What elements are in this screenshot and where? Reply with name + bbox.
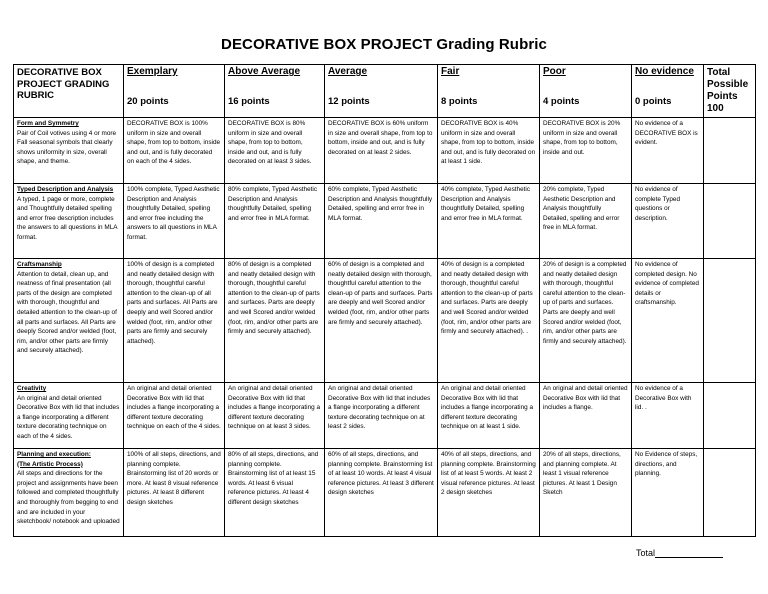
level-no-evidence [632, 65, 704, 118]
level-fair [438, 65, 540, 118]
score-cell: 40% of design is a completed and neatly detailed design with thorough, thoughtful careful attention to the clean-up of parts and surfaces. Parts are deeply and well Scored and/or welded (foot, rim, and/or other parts are firmly and securely attached). . [438, 259, 540, 383]
score-cell: An original and detail oriented Decorative Box with lid that includes a flange incorporating a different texture decorating technique on at least 3 sides. [225, 383, 325, 449]
table-row [14, 383, 756, 449]
level-points: 8 points [441, 96, 478, 107]
score-cell: No evidence of completed design. No evidence of completed details or craftsmanship. [632, 259, 704, 383]
level-above-average [225, 65, 325, 118]
score-cell: 100% complete, Typed Aesthetic Description and Analysis thoughtfully Detailed, spelling and error free including the answers to all questions in MLA format. [124, 184, 225, 259]
criterion-cell [14, 184, 124, 259]
criterion-cell [14, 259, 124, 383]
criterion-name: Creativity [17, 385, 47, 392]
score-cell: DECORATIVE BOX is 40% uniform in size and overall shape, from top to bottom, inside and out, and is fully decorated on at least 1 side. [438, 118, 540, 184]
criterion-cell [14, 118, 124, 184]
criterion-desc: Attention to detail, clean up, and neatness of final presentation (all parts of the design are completed with thorough, thoughtful and detailed attention to the clean-up of all parts and surfaces. All Parts are deeply Scored and/or welded (foot, rim, and/or other parts are firmly and securely attached). [17, 270, 117, 355]
score-cell: DECORATIVE BOX is 100% uniform in size and overall shape, from top to bottom, inside and out, and is fully decorated on each of the 4 sides. [124, 118, 225, 184]
score-cell: 60% of all steps, directions, and planning complete. Brainstorming list of at least 10 words. At least 4 visual reference pictures. At least 3 different design sketches [325, 449, 438, 537]
score-cell: 40% of all steps, directions, and planning complete. Brainstorming list of at least 5 words. At least 2 visual reference pictures. At least 2 design sketches [438, 449, 540, 537]
score-cell: 20% of all steps, directions, and planning complete. At least 1 visual reference pictures. At least 1 Design Sketch [540, 449, 632, 537]
score-cell: 100% of design is a completed and neatly detailed design with thorough, thoughtful careful attention to the clean-up of all parts and surfaces. All Parts are deeply and well Scored and/or welded (foot, rim, and/or other parts are firmly and securely attached). [124, 259, 225, 383]
score-cell: DECORATIVE BOX is 60% uniform in size and overall shape, from top to bottom, inside and out, and is fully decorated on at least 2 sides. [325, 118, 438, 184]
score-cell: An original and detail oriented Decorative Box with lid that includes a flange incorporating a different texture decorating technique on at least 1 side. [438, 383, 540, 449]
points-cell[interactable] [704, 383, 756, 449]
score-cell: 60% of design is a completed and neatly detailed design with thorough, thoughtful careful attention to the clean-up of parts and surfaces. Parts are deeply and well Scored and/or welded (foot, rim, and/or other parts are firmly and securely attached). [325, 259, 438, 383]
table-row [14, 184, 756, 259]
level-points: 0 points [635, 96, 672, 107]
total-blank[interactable] [655, 548, 723, 558]
rubric-table [13, 64, 756, 537]
level-poor [540, 65, 632, 118]
header-row [14, 65, 756, 118]
total-possible-cell [704, 65, 756, 118]
points-cell[interactable] [704, 449, 756, 537]
score-cell: An original and detail oriented Decorative Box with lid that includes a flange. [540, 383, 632, 449]
score-cell: No evidence of a Decorative Box with lid. . [632, 383, 704, 449]
rubric-name: DECORATIVE BOX PROJECT GRADING RUBRIC [17, 67, 110, 102]
criterion-name: Planning and execution: [17, 451, 91, 458]
criterion-subname: (The Artistic Process) [17, 460, 83, 468]
header-name-cell [14, 65, 124, 118]
criterion-desc: Pair of Coil votives using 4 or more Fall seasonal symbols that clearly shows uniformity in size, overall shape, and theme. [17, 129, 117, 166]
score-cell: No Evidence of steps, directions, and planning. [632, 449, 704, 537]
table-row [14, 259, 756, 383]
level-label: Average [328, 66, 368, 77]
level-label: Above Average [228, 66, 301, 77]
level-points: 12 points [328, 96, 370, 107]
table-row [14, 449, 756, 537]
points-cell[interactable] [704, 184, 756, 259]
score-cell: An original and detail oriented Decorative Box with lid that includes a flange incorporating a different texture decorating technique on each of the 4 sides. [124, 383, 225, 449]
criterion-cell [14, 449, 124, 537]
total-field [636, 548, 723, 558]
total-label: Total [636, 548, 656, 558]
score-cell: An original and detail oriented Decorative Box with lid that includes a flange incorporating a different texture decorating technique on at least 2 sides. [325, 383, 438, 449]
level-label: Exemplary [127, 66, 178, 77]
score-cell: 80% of design is a completed and neatly detailed design with thorough, thoughtful careful attention to the clean-up of parts and surfaces. Parts are deeply and well Scored and/or welded (foot, rim, and/or other parts are firmly and securely attached). [225, 259, 325, 383]
score-cell: DECORATIVE BOX is 80% uniform in size and overall shape, from top to bottom, inside and out, and is fully decorated on at least 3 sides. [225, 118, 325, 184]
criterion-name: Form and Symmetry [17, 120, 79, 127]
criterion-desc: A typed, 1 page or more, complete and Thoughtfully detailed spelling and error free description includes the answers to all questions in MLA format. [17, 195, 118, 241]
level-exemplary [124, 65, 225, 118]
points-cell[interactable] [704, 118, 756, 184]
level-average [325, 65, 438, 118]
points-cell[interactable] [704, 259, 756, 383]
score-cell: 40% complete, Typed Aesthetic Description and Analysis thoughtfully Detailed, spelling and error free in MLA format. [438, 184, 540, 259]
score-cell: 80% of all steps, directions, and planning complete. Brainstorming list of at least 15 words. At least 6 visual reference pictures. At least 4 different design sketches [225, 449, 325, 537]
score-cell: 60% complete, Typed Aesthetic Description and Analysis thoughtfully Detailed, spelling and error free in MLA format. [325, 184, 438, 259]
criterion-desc: All steps and directions for the project and assignments have been followed and completed thoughtfully and thoroughly from begging to end and are included in your sketchbook/ notebook and uploaded [17, 470, 120, 526]
rubric-title: DECORATIVE BOX PROJECT Grading Rubric [221, 36, 547, 53]
criterion-name: Craftsmanship [17, 261, 62, 268]
table-row [14, 118, 756, 184]
level-label: Poor [543, 66, 566, 77]
criterion-desc: An original and detail oriented Decorative Box with lid that includes a flange incorporating a different texture decorating technique on each of the 4 sides. [17, 394, 120, 440]
level-points: 16 points [228, 96, 270, 107]
score-cell: 20% complete, Typed Aesthetic Description and Analysis thoughtfully Detailed, spelling and error free in MLA format. [540, 184, 632, 259]
total-possible-label: Total Possible Points 100 [707, 67, 749, 114]
level-points: 4 points [543, 96, 580, 107]
score-cell: No evidence of a DECORATIVE BOX is evident. [632, 118, 704, 184]
level-label: No evidence [635, 66, 694, 77]
criterion-cell [14, 383, 124, 449]
score-cell: 100% of all steps, directions, and planning complete. Brainstorming list of 20 words or more. At least 8 visual reference pictures. At least 8 different design sketches [124, 449, 225, 537]
score-cell: 20% of design is a completed and neatly detailed design with thorough, thoughtful careful attention to the clean-up of parts and surfaces. Parts are deeply and well Scored and/or welded (foot, rim, and/or other parts are firmly and securely attached). [540, 259, 632, 383]
score-cell: 80% complete, Typed Aesthetic Description and Analysis thoughtfully Detailed, spelling and error free in MLA format. [225, 184, 325, 259]
level-points: 20 points [127, 96, 169, 107]
level-label: Fair [441, 66, 460, 77]
score-cell: No evidence of complete Typed questions or description. [632, 184, 704, 259]
score-cell: DECORATIVE BOX is 20% uniform in size and overall shape, from top to bottom, inside and out. [540, 118, 632, 184]
criterion-name: Typed Description and Analysis [17, 186, 114, 193]
